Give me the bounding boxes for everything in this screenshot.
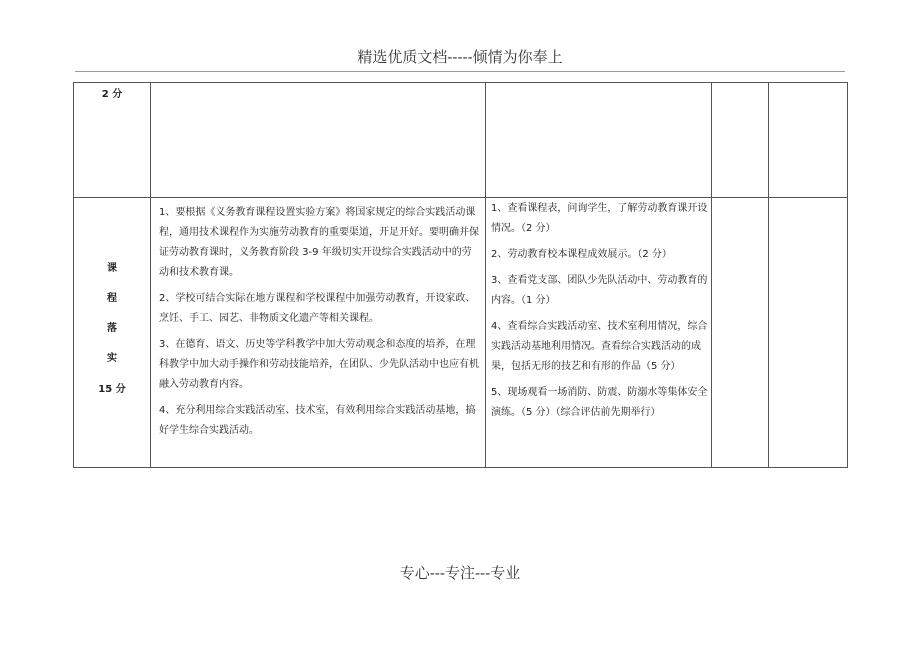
requirement-item: 3、在德育、语文、历史等学科教学中加大劳动观念和态度的培养，在理科教学中加大动手操作和劳动技能培养，在团队、少先队活动中也应有机融入劳动教育内容。 (159, 339, 479, 390)
row2-category-score: 15 分 (98, 384, 126, 395)
requirement-item: 4、充分利用综合实践活动室、技术室，有效利用综合实践活动基地，搞好学生综合实践活动。 (159, 405, 476, 436)
table-col-divider-3 (711, 82, 712, 468)
table-border-top (73, 82, 848, 83)
check-item: 5、现场观看一场消防、防震、防溺水等集体安全演练。（5 分）（综合评估前先期举行） (491, 387, 708, 418)
table-border-left (73, 82, 74, 468)
check-item: 1、查看课程表，问询学生，了解劳动教育课开设情况。（2 分） (491, 203, 708, 234)
table-border-bottom (73, 467, 848, 468)
row2-category-char-3: 落 (107, 323, 117, 334)
page-footer-text: 专心---专注---专业 (399, 564, 521, 582)
requirement-item: 1、要根据《义务教育课程设置实验方案》将国家规定的综合实践活动课程，通用技术课程作为实施劳动教育的重要渠道，开足开好。要明确并保证劳动教育课时，义务教育阶段 3-9 年级切实开设综合实践活动中的劳动和技术教育课。 (159, 207, 479, 278)
evaluation-table (73, 82, 848, 468)
row2-requirements (159, 203, 479, 447)
page-header-title: 精选优质文档-----倾情为你奉上 (357, 48, 563, 66)
row2-check-methods (491, 199, 709, 429)
table-col-divider-1 (150, 82, 151, 468)
check-item: 3、查看党支部、团队少先队活动中、劳动教育的内容。（1 分） (491, 275, 708, 306)
row2-category-char-4: 实 (107, 353, 117, 364)
check-item: 4、查看综合实践活动室、技术室利用情况，综合实践活动基地利用情况。查看综合实践活动的成果，包括无形的技艺和有形的作品（5 分） (491, 321, 708, 372)
table-border-right (847, 82, 848, 468)
row1-category-score: 2 分 (101, 89, 123, 100)
table-row-divider (73, 197, 848, 198)
table-col-divider-2 (485, 82, 486, 468)
header-divider (75, 71, 845, 72)
row2-category-char-2: 程 (107, 293, 117, 304)
check-item: 2、劳动教育校本课程成效展示。（2 分） (491, 249, 672, 260)
table-col-divider-4 (768, 82, 769, 468)
requirement-item: 2、学校可结合实际在地方课程和学校课程中加强劳动教育，开设家政、烹饪、手工、园艺、非物质文化遗产等相关课程。 (159, 293, 476, 324)
row2-category-char-1: 课 (107, 263, 117, 274)
